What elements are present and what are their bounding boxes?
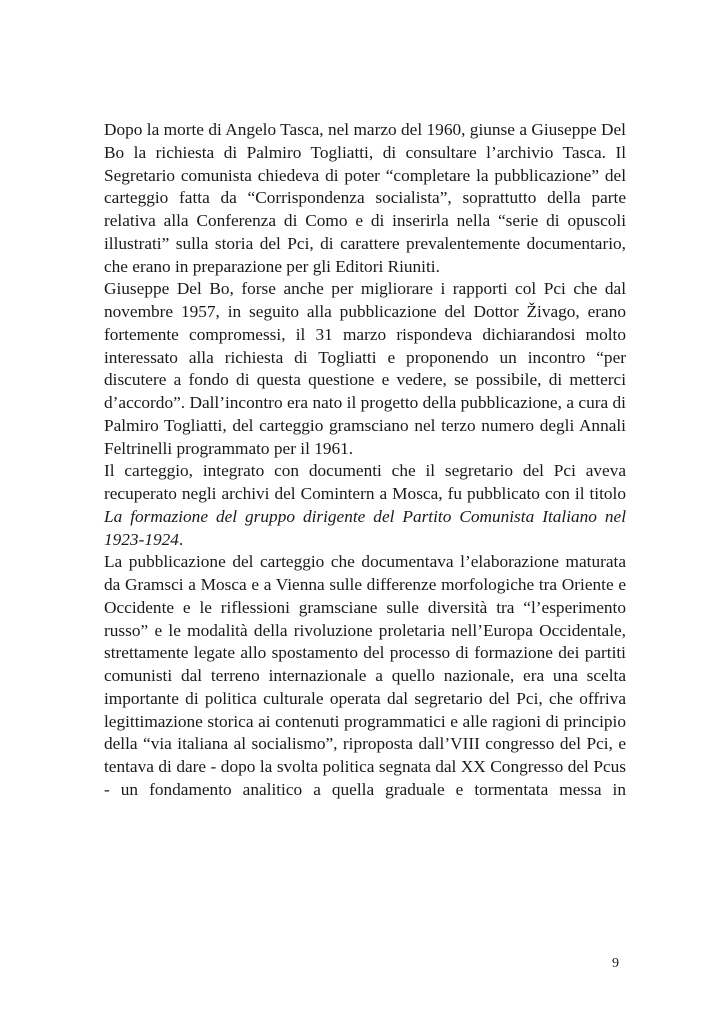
paragraph-3 bbox=[104, 460, 626, 551]
book-title-italic: La formazione del gruppo dirigente del Partito Comunista Italiano nel 1923-1924 bbox=[104, 506, 626, 549]
paragraph-3-end: . bbox=[178, 529, 184, 549]
body-text bbox=[104, 119, 626, 802]
paragraph-4: La pubblicazione del carteggio che documentava l’elaborazione maturata da Gramsci a Mosca e a Vienna sulle differenze morfologiche tra Oriente e Occidente e le riflessioni gramsciane sulle diversità tra “l’esperimento russo” e le modalità della rivoluzione proletaria nell’Europa Occidentale, strettamente legate allo spostamento del processo di formazione dei partiti comunisti dal terreno internazionale a quello nazionale, era una scelta importante di politica culturale operata dal segretario del Pci, che offriva legittimazione storica ai contenuti programmatici e alle ragioni di principio della “via italiana al socialismo”, riproposta dall’VIII congresso del Pci, e tentava di dare - dopo la svolta politica segnata dal XX Congresso del Pcus - un fondamento analitico a quella graduale e tormentata messa in bbox=[104, 552, 626, 799]
page-number: 9 bbox=[612, 956, 619, 971]
paragraph-1: Dopo la morte di Angelo Tasca, nel marzo del 1960, giunse a Giuseppe Del Bo la richiesta di Palmiro Togliatti, di consultare l’archivio Tasca. Il Segretario comunista chiedeva di poter “completare la pubblicazione” del carteggio fatta da “Corrispondenza socialista”, soprattutto della parte relativa alla Conferenza di Como e di inserirla nella “serie di opuscoli illustrati” sulla storia del Pci, di carattere prevalentemente documentario, che erano in preparazione per gli Editori Riuniti. bbox=[104, 120, 626, 276]
paragraph-2: Giuseppe Del Bo, forse anche per migliorare i rapporti col Pci che dal novembre 1957, in seguito alla pubblicazione del Dottor Živago, erano fortemente compromessi, il 31 marzo rispondeva dichiarandosi molto interessato alla richiesta di Togliatti e proponendo un incontro “per discutere a fondo di questa questione e vedere, se possibile, di metterci d’accordo”. Dall’incontro era nato il progetto della pubblicazione, a cura di Palmiro Togliatti, del carteggio gramsciano nel terzo numero degli Annali Feltrinelli programmato per il 1961. bbox=[104, 279, 626, 458]
paragraph-3-text: Il carteggio, integrato con documenti che il segretario del Pci aveva recuperato negli archivi del Comintern a Mosca, fu pubblicato con il titolo bbox=[104, 461, 626, 503]
